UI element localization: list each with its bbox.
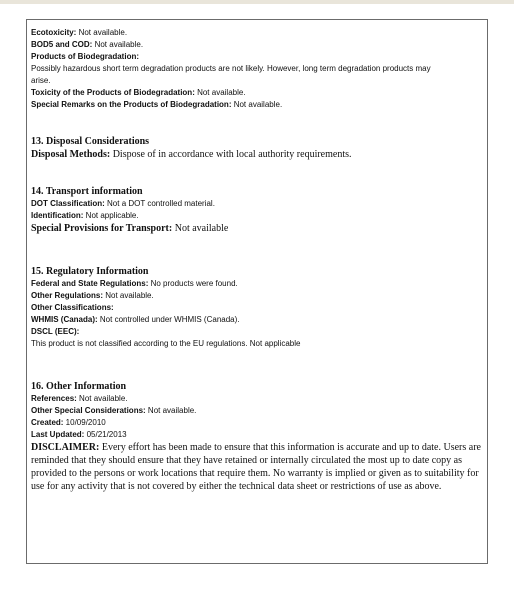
bod5-value: Not available. bbox=[92, 40, 144, 49]
biodegradation-products-text-2: arise. bbox=[31, 76, 51, 85]
special-provisions-line bbox=[31, 222, 487, 235]
disclaimer-paragraph bbox=[31, 441, 487, 493]
biodegradation-products-label-line bbox=[31, 51, 487, 63]
document-page bbox=[26, 19, 488, 564]
identification-label: Identification: bbox=[31, 211, 84, 220]
eu-regulations-text: This product is not classified according to the EU regulations. Not applicable bbox=[31, 339, 301, 348]
section-16-heading: 16. Other Information bbox=[31, 381, 127, 392]
last-updated-value: 05/21/2013 bbox=[84, 430, 127, 439]
special-considerations-line bbox=[31, 405, 487, 417]
special-remarks-line bbox=[31, 99, 487, 111]
disposal-methods-label: Disposal Methods: bbox=[31, 149, 111, 160]
identification-line bbox=[31, 210, 487, 222]
special-provisions-value: Not available bbox=[172, 223, 229, 234]
created-line bbox=[31, 417, 487, 429]
dot-classification-label: DOT Classification: bbox=[31, 199, 105, 208]
references-value: Not available. bbox=[76, 394, 128, 403]
last-updated-label: Last Updated: bbox=[31, 430, 85, 439]
ecotoxicity-label: Ecotoxicity: bbox=[31, 28, 77, 37]
special-remarks-value: Not available. bbox=[231, 100, 283, 109]
special-provisions-label: Special Provisions for Transport: bbox=[31, 223, 173, 234]
dscl-label: DSCL (EEC): bbox=[31, 327, 80, 336]
disclaimer-text: Every effort has been made to ensure that this information is accurate and up to date. Users are reminded that they should ensure that they have retained or internally circulated the most up to date copy as provided to the persons or work locations that require them. No warranty is implied or given as to suitability for use for any activity that is not covered by either the technical data sheet or restrictions of use as above. bbox=[31, 442, 481, 492]
special-remarks-label: Special Remarks on the Products of Biodegradation: bbox=[31, 100, 232, 109]
disclaimer-label: DISCLAIMER: bbox=[31, 442, 100, 453]
disposal-methods-line bbox=[31, 148, 487, 161]
other-classifications-line bbox=[31, 302, 487, 314]
toxicity-value: Not available. bbox=[194, 88, 246, 97]
references-label: References: bbox=[31, 394, 77, 403]
special-considerations-label: Other Special Considerations: bbox=[31, 406, 146, 415]
dot-classification-value: Not a DOT controlled material. bbox=[104, 199, 215, 208]
other-classifications-label: Other Classifications: bbox=[31, 303, 114, 312]
whmis-value: Not controlled under WHMIS (Canada). bbox=[97, 315, 240, 324]
bod5-label: BOD5 and COD: bbox=[31, 40, 93, 49]
created-label: Created: bbox=[31, 418, 64, 427]
section-13-heading: 13. Disposal Considerations bbox=[31, 136, 150, 147]
biodegradation-products-text-1: Possibly hazardous short term degradation products are not likely. However, long term degradation products may bbox=[31, 64, 431, 73]
references-line bbox=[31, 393, 487, 405]
section-14-heading: 14. Transport information bbox=[31, 186, 143, 197]
dscl-line bbox=[31, 326, 487, 338]
biodegradation-products-label: Products of Biodegradation: bbox=[31, 52, 139, 61]
last-updated-line bbox=[31, 429, 487, 441]
dot-classification-line bbox=[31, 198, 487, 210]
whmis-label: WHMIS (Canada): bbox=[31, 315, 98, 324]
other-regulations-line bbox=[31, 290, 487, 302]
toxicity-label: Toxicity of the Products of Biodegradation: bbox=[31, 88, 195, 97]
top-rule bbox=[0, 0, 514, 4]
created-value: 10/09/2010 bbox=[63, 418, 106, 427]
disposal-methods-value: Dispose of in accordance with local authority requirements. bbox=[110, 149, 352, 160]
toxicity-line bbox=[31, 87, 487, 99]
ecotoxicity-value: Not available. bbox=[76, 28, 128, 37]
other-regulations-value: Not available. bbox=[103, 291, 154, 300]
federal-state-label: Federal and State Regulations: bbox=[31, 279, 149, 288]
whmis-line bbox=[31, 314, 487, 326]
bod5-line bbox=[31, 39, 487, 51]
section-15-heading: 15. Regulatory Information bbox=[31, 266, 149, 277]
identification-value: Not applicable. bbox=[83, 211, 139, 220]
federal-state-line bbox=[31, 278, 487, 290]
ecotoxicity-line bbox=[31, 27, 487, 39]
other-regulations-label: Other Regulations: bbox=[31, 291, 104, 300]
special-considerations-value: Not available. bbox=[145, 406, 197, 415]
federal-state-value: No products were found. bbox=[148, 279, 238, 288]
